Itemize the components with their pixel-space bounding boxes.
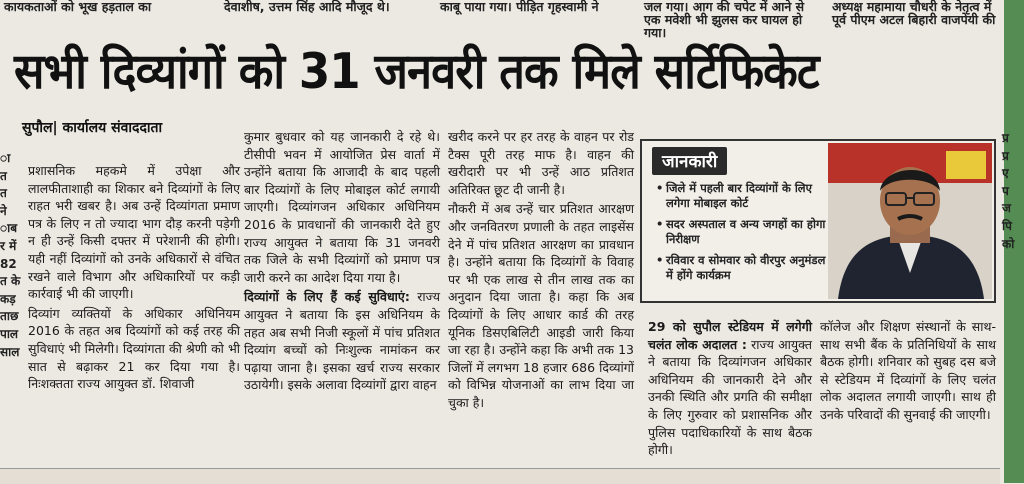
bullet-icon: • [656,181,664,195]
right-cut-line: ज [1002,201,1011,216]
col2-paragraph-1: कुमार बुधवार को यह जानकारी दे रहे थे। टीसीपी भवन में आयोजित प्रेस वार्ता में उन्होंने बताया कि आजादी के बाद पहली बार दिव्यांगों के लिए मोबाइल कोर्ट लगायी जाएगी। दिव्यांगजन अधिकार अधिनियम 2016 के प्रावधानों की जानकारी देते हुए राज्य आयुक्त ने बताया कि 31 जनवरी तक जिले के सभी दिव्यांगों को प्रमाण पत्र जारी करने का आदेश दिया गया है। [244,129,440,285]
left-cut-line: कड़ [0,291,16,306]
col2-paragraph-2: राज्य आयुक्त ने बताया कि इस अधिनियम के तहत अब सभी निजी स्कूलों में पांच प्रतिशत दिव्यांग बच्चों को निःशुल्क नामांकन कर पढ़ाया जाना है। इसका खर्च राज्य सरकार उठायेगी। इसके अलावा दिव्यांगों द्वारा वाहन [244,289,440,393]
official-portrait-photo [828,143,992,299]
left-cut-line: ने [0,203,7,218]
left-cut-line: ा [0,151,11,165]
right-cut-line: प्र [1002,148,1009,163]
page-bottom-edge [0,468,1000,484]
top-strip-3: काबू पाया गया। पीड़ित गृहस्वामी ने [440,0,599,14]
byline-separator: | [52,120,58,136]
left-cut-line: 82 [0,256,17,271]
info-box-title: जानकारी [652,147,727,175]
left-cut-line: त [0,186,7,201]
article-column-3 [448,128,634,412]
left-cut-line: ताछ [0,309,19,324]
right-cut-line: प [1002,183,1009,198]
article-column-2 [244,128,440,394]
left-cut-line: ाब [0,221,18,236]
info-box-bullet [656,217,828,247]
info-box-bullet-text: सदर अस्पताल व अन्य जगहों का होगा निरीक्षण [666,217,826,246]
info-box-bullet-text: जिले में पहली बार दिव्यांगों के लिए लगेगा मोबाइल कोर्ट [666,181,812,210]
left-cut-line: पाल [0,326,19,341]
top-strip-5: अध्यक्ष महामाया चौधरी के नेतृत्व में पूर्व पीएम अटल बिहारी वाजपेयी की [832,0,996,27]
top-strip-2: देवाशीष, उत्तम सिंह आदि मौजूद थे। [224,0,390,14]
left-cut-line: त [0,168,7,183]
headline: सभी दिव्यांगों को 31 जनवरी तक मिले सर्टिफिकेट [14,43,819,100]
top-strip-1: कायकताओं को भूख हड़ताल का [4,0,152,14]
article-column-5 [820,318,996,424]
bullet-icon: • [656,253,664,267]
portrait-illustration [828,143,992,299]
info-box [640,139,996,303]
left-cut-line: साल [0,344,20,359]
left-cut-column [0,150,22,361]
col4-subhead: 29 को सुपौल स्टेडियम में लगेगी चलंत लोक अदालत : [648,319,812,352]
byline [22,118,162,137]
right-cut-column [1002,130,1024,253]
info-box-bullet-text: रविवार व सोमवार को वीरपुर अनुमंडल में होंगे कार्यक्रम [666,253,826,282]
article-column-1 [28,162,240,393]
right-cut-line: पि [1002,218,1012,233]
right-cut-line: प्र [1002,131,1009,145]
col4-paragraph-1: राज्य आयुक्त ने बताया कि दिव्यांगजन अधिकार अधिनियम की जानकारी देने और उनकी स्थिति और प्रगति की समीक्षा के लिए गुरुवार को प्रशासनिक और पुलिस पदाधिकारियों के साथ बैठक होगी। [648,336,812,458]
article-column-4 [648,318,812,459]
right-cut-line: को [1002,236,1015,251]
left-cut-line: र में [0,238,17,253]
bullet-icon: • [656,217,664,231]
info-box-bullet [656,253,828,283]
col5-paragraph-1: कॉलेज और शिक्षण संस्थानों के साथ-साथ सभी बैंक के प्रतिनिधियों के साथ बैठक होगी। शनिवार को सुबह दस बजे से स्टेडियम में दिव्यांगों के लिए चलंत लोक अदालत लगायी जाएगी। साथ ही उनके परिवादों की सुनवाई की जाएगी। [820,319,996,422]
col2-subhead: दिव्यांगों के लिए हैं कई सुविधाएं: [244,289,410,305]
info-box-bullet [656,181,828,211]
right-cut-line: ए [1002,166,1009,181]
col3-paragraph-2: नौकरी में अब उन्हें चार प्रतिशत आरक्षण और जनवितरण प्रणाली के तहत लाइसेंस देने में पांच प्रतिशत आरक्षण का प्रावधान है। उन्होंने बताया कि दिव्यांगों के विवाह पर भी एक लाख से तीन लाख तक का अनुदान दिया जाता है। कहा कि अब दिव्यांगों के लिए आधार कार्ड की तरह यूनिक डिसएबिलिटी आइडी जारी किया जा रहा है। उन्होंने कहा कि अभी तक 13 जिलों में लगभग 18 हजार 686 दिव्यांगों को विभिन्न योजनाओं का लाभ दिया जा चुका है। [448,201,634,410]
col1-paragraph-1: प्रशासनिक महकमे में उपेक्षा और लालफीताशाही का शिकार बने दिव्यांगों के लिए राहत भरी खबर है। अब उन्हें दिव्यांगता प्रमाण पत्र के लिए न तो ज्यादा भाग दौड़ करनी पड़ेगी न ही उन्हें किसी दफ्तर में परेशानी की होगी। यही नहीं दिव्यांगों को उनके अधिकारों से वंचित रखने वाले विभाग और अधिकारियों पर कड़ी कार्रवाई भी की जाएगी। [28,163,240,302]
col1-paragraph-2: दिव्यांग व्यक्तियों के अधिकार अधिनियम 2016 के तहत अब दिव्यांगों को कई तरह की सुविधाएं भी मिलेगी। दिव्यांगता की श्रेणी को भी सात से बढ़ाकर 21 कर दिया गया है। निःशक्तता राज्य आयुक्त डॉ. शिवाजी [28,305,240,392]
left-cut-line: त के [0,274,21,289]
byline-desk: कार्यालय संवाददाता [62,120,163,136]
byline-place: सुपौल [22,120,53,136]
col3-paragraph-1: खरीद करने पर हर तरह के वाहन पर रोड टैक्स पूरी तरह माफ है। वाहन की खरीदारी पर भी उन्हें आठ प्रतिशत अतिरिक्त छूट दी जानी है। [448,129,634,197]
top-strip-4: जल गया। आग की चपेट में आने से एक मवेशी भी झुलस कर घायल हो गया। [644,0,805,40]
info-box-bullets [656,181,828,289]
